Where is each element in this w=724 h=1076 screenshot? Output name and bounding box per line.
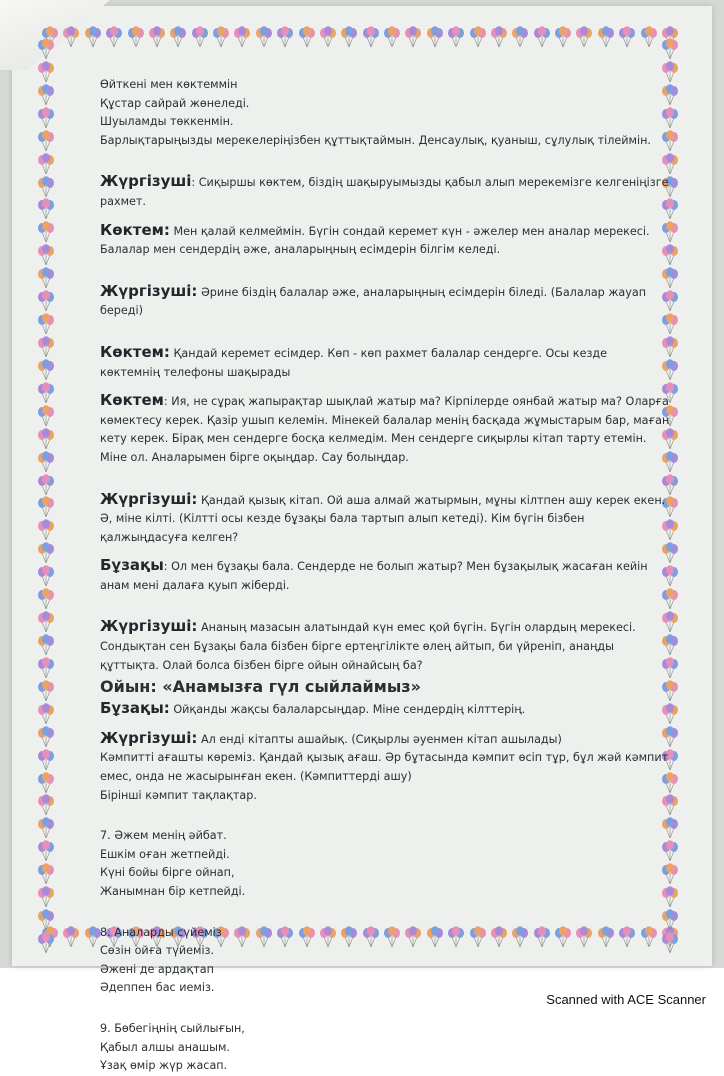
balloon-icon — [36, 519, 56, 541]
balloon-icon — [36, 61, 56, 83]
poem-line: Құстар сайрай жөнеледі. — [100, 96, 250, 110]
dialogue-text: Ал енді кітапты ашайық. (Сиқырлы әуенмен кітап ашылады) — [200, 732, 562, 746]
balloon-icon — [36, 290, 56, 312]
balloon-icon — [275, 26, 295, 48]
speaker-name: Көктем: — [100, 220, 170, 239]
balloon-icon — [425, 26, 445, 48]
balloon-icon — [36, 749, 56, 771]
balloon-icon — [660, 38, 680, 60]
verse-line: Жанымнан бір кетпейді. — [100, 885, 246, 898]
balloon-icon — [36, 611, 56, 633]
balloon-icon — [36, 932, 56, 954]
balloon-icon — [36, 726, 56, 748]
balloon-icon — [36, 267, 56, 289]
verse-line: 9. Бөбегіңнің сыйлығын, — [100, 1021, 245, 1035]
balloon-icon — [446, 26, 466, 48]
balloon-icon — [36, 772, 56, 794]
balloon-border-left — [36, 38, 62, 954]
balloon-icon — [36, 840, 56, 862]
dialogue-text: Ананың мазасын алатындай күн емес қой бүгін. Бүгін олардың мерекесі. Сондықтан сен Бұзақы бала бізбен бірге ертеңгілікте өлең айтып, би үйреніп, анаңды құттықта. Олай болса бізбен бірге ойын ойнайсың ба? — [100, 621, 636, 672]
balloon-icon — [36, 657, 56, 679]
dialogue-line — [100, 282, 670, 321]
dialogue-line — [100, 699, 670, 720]
verse-7 — [100, 827, 670, 901]
dialogue-line — [100, 617, 670, 675]
game-title: Ойын: «Анамызға гүл сыйлаймыз» — [100, 677, 421, 697]
balloon-icon — [36, 221, 56, 243]
dialogue-text: Ойқанды жақсы балаларсыңдар. Міне сендердің кілттерің. — [173, 703, 526, 717]
balloon-icon — [190, 26, 210, 48]
balloon-icon — [510, 26, 530, 48]
poem-line: Өйткені мен көктеммін — [100, 78, 238, 91]
balloon-icon — [36, 313, 56, 335]
balloon-icon — [36, 909, 56, 931]
balloon-icon — [489, 26, 509, 48]
speaker-name: Жүргізуші: — [100, 728, 198, 747]
balloon-icon — [468, 26, 488, 48]
balloon-icon — [36, 474, 56, 496]
balloon-icon — [596, 26, 616, 48]
balloon-icon — [36, 451, 56, 473]
balloon-icon — [232, 26, 252, 48]
dialogue-line: Бұзақы: Ол мен бұзақы бала. Сендерде не болып жатыр? Мен бұзақылық жасаған кейін анам мені далаға қуып жіберді. — [100, 556, 648, 592]
balloon-icon — [403, 26, 423, 48]
balloon-icon — [36, 588, 56, 610]
verse-line: Қабыл алшы анашым. — [100, 1040, 230, 1054]
balloon-icon — [36, 886, 56, 908]
balloon-icon — [36, 336, 56, 358]
balloon-icon — [36, 84, 56, 106]
verse-line: Ұзақ өмір жүр жасап. — [100, 1059, 228, 1073]
poem-intro — [100, 76, 670, 150]
balloon-icon — [36, 863, 56, 885]
balloon-icon — [36, 634, 56, 656]
dialogue-text: Мен қалай келмеймін. Бүгін сондай керемет күн - әжелер мен аналар мерекесі. Балалар мен сендердің әже, аналарыңның есімдерін білгім келеді. — [100, 224, 650, 257]
balloon-icon — [36, 703, 56, 725]
document-content — [100, 76, 670, 1076]
balloon-icon — [36, 198, 56, 220]
balloon-icon — [254, 26, 274, 48]
speaker-name: Жүргізуші: — [100, 281, 198, 300]
balloon-icon — [61, 26, 81, 48]
speaker-name: Көктем — [100, 391, 164, 410]
dialogue-text: Қандай қызық кітап. Ой аша алмай жатырмын, мұны кілтпен ашу керек екен. Ә, міне кілті. (Кілтті осы кезде бұзақы бала тартып алып кетеді). Кім бүгін бізбен қалжыңдасуға келген? — [100, 493, 666, 544]
dialogue-line — [100, 490, 670, 548]
dialogue-line: Жүргізуші: Сиқыршы көктем, біздің шақыруымызды қабыл алып мерекемізге келгеніңізге рахмет. — [100, 172, 669, 208]
verse-9 — [100, 1020, 670, 1076]
verse-line: Әжені де ардақтап — [100, 962, 214, 976]
dialogue-text: Сиқыршы көктем, біздің шақыруымызды қабыл алып мерекемізге келгеніңізге рахмет. — [100, 176, 669, 208]
verse-line: 8. Аналарды сүйеміз — [100, 925, 222, 939]
greeting-line: Барлықтарыңызды мерекелеріңізбен құттықтаймын. Денсаулық, қуаныш, сұлулық тілеймін. — [100, 133, 651, 147]
balloon-icon — [36, 130, 56, 152]
balloon-icon — [318, 26, 338, 48]
balloon-icon — [339, 26, 359, 48]
speaker-name: Жүргізуші: — [100, 617, 198, 636]
dialogue-text: Ол мен бұзақы бала. Сендерде не болып жатыр? Мен бұзақылық жасаған кейін анам мені далаға қуып жіберді. — [100, 560, 648, 592]
balloon-icon — [83, 26, 103, 48]
balloon-icon — [36, 680, 56, 702]
balloon-icon — [36, 428, 56, 450]
balloon-icon — [36, 794, 56, 816]
speaker-name: Жүргізуші — [100, 172, 192, 191]
speaker-name: Көктем: — [100, 342, 170, 361]
dialogue-line — [100, 343, 670, 382]
narration-text: Кәмпитті ағашты көреміз. Қандай қызық ағаш. Әр бұтасында кәмпит өсіп тұр, бұл жәй кәмпит емес, онда не жасырынған екен. (Кәмпиттерді ашу) — [100, 751, 669, 784]
balloon-icon — [382, 26, 402, 48]
balloon-icon — [36, 38, 56, 60]
scanner-watermark: Scanned with ACE Scanner — [546, 992, 706, 1007]
verse-line: 7. Әжем менің әйбат. — [100, 829, 227, 843]
speaker-name: Жүргізуші: — [100, 489, 198, 508]
verse-line: Сөзін ойға түйеміз. — [100, 944, 215, 958]
verse-8 — [100, 924, 670, 998]
balloon-icon — [61, 926, 81, 948]
balloon-icon — [36, 107, 56, 129]
balloon-icon — [36, 542, 56, 564]
verse-line: Әдеппен бас иеміз. — [100, 981, 215, 995]
balloon-icon — [36, 359, 56, 381]
speaker-name: Бұзақы — [100, 556, 164, 575]
balloon-icon — [36, 565, 56, 587]
narration-text: Бірінші кәмпит тақлақтар. — [100, 788, 257, 802]
verse-line: Ешкім оған жетпейді. — [100, 847, 230, 861]
balloon-icon — [36, 176, 56, 198]
balloon-icon — [211, 26, 231, 48]
balloon-icon — [574, 26, 594, 48]
dialogue-text: Қандай керемет есімдер. Көп - көп рахмет балалар сендерге. Осы кезде көктемнің телефоны шақырады — [100, 346, 608, 379]
dialogue-line — [100, 221, 670, 260]
balloon-icon — [297, 26, 317, 48]
balloon-icon — [126, 26, 146, 48]
balloon-icon — [36, 496, 56, 518]
dialogue-text: Әрине біздің балалар әже, аналарыңның есімдерін біледі. (Балалар жауап береді) — [100, 285, 647, 318]
balloon-icon — [36, 153, 56, 175]
dialogue-line: Көктем: Ия, не сұрақ жапырақтар шықлай жатыр ма? Кірпілерде оянбай жатыр ма? Оларға көмектесу керек. Қазір ушып келемін. Мінекей балалар менің басқада жұмыстарым бар, маған кету керек. Бірақ мен сендерге босқа келмедім. Мен сендерге сиқырлы кітап тарту етемін. Міне ол. Аналарымен бірге оқыңдар. Сау болыңдар. — [100, 391, 670, 464]
balloon-icon — [639, 26, 659, 48]
balloon-icon — [617, 26, 637, 48]
dialogue-text: Ия, не сұрақ жапырақтар шықлай жатыр ма? Кірпілерде оянбай жатыр ма? Оларға көмектесу керек. Қазір ушып келемін. Мінекей балалар менің басқада жұмыстарым бар, маған кету керек. Бірақ мен сендерге босқа келмедім. Мен сендерге сиқырлы кітап тарту етемін. Міне ол. Аналарымен бірге оқыңдар. Сау болыңдар. — [100, 395, 670, 464]
balloon-icon — [361, 26, 381, 48]
balloon-icon — [36, 244, 56, 266]
balloon-icon — [36, 405, 56, 427]
dialogue-line — [100, 729, 670, 750]
verse-line: Күні бойы бірге ойнап, — [100, 866, 235, 880]
balloon-icon — [553, 26, 573, 48]
speaker-name: Бұзақы: — [100, 699, 170, 718]
balloon-icon — [36, 382, 56, 404]
balloon-icon — [147, 26, 167, 48]
balloon-icon — [104, 26, 124, 48]
balloon-icon — [36, 817, 56, 839]
balloon-icon — [532, 26, 552, 48]
balloon-border-top — [40, 26, 680, 52]
balloon-icon — [168, 26, 188, 48]
poem-line: Шуыламды төккенмін. — [100, 115, 234, 129]
